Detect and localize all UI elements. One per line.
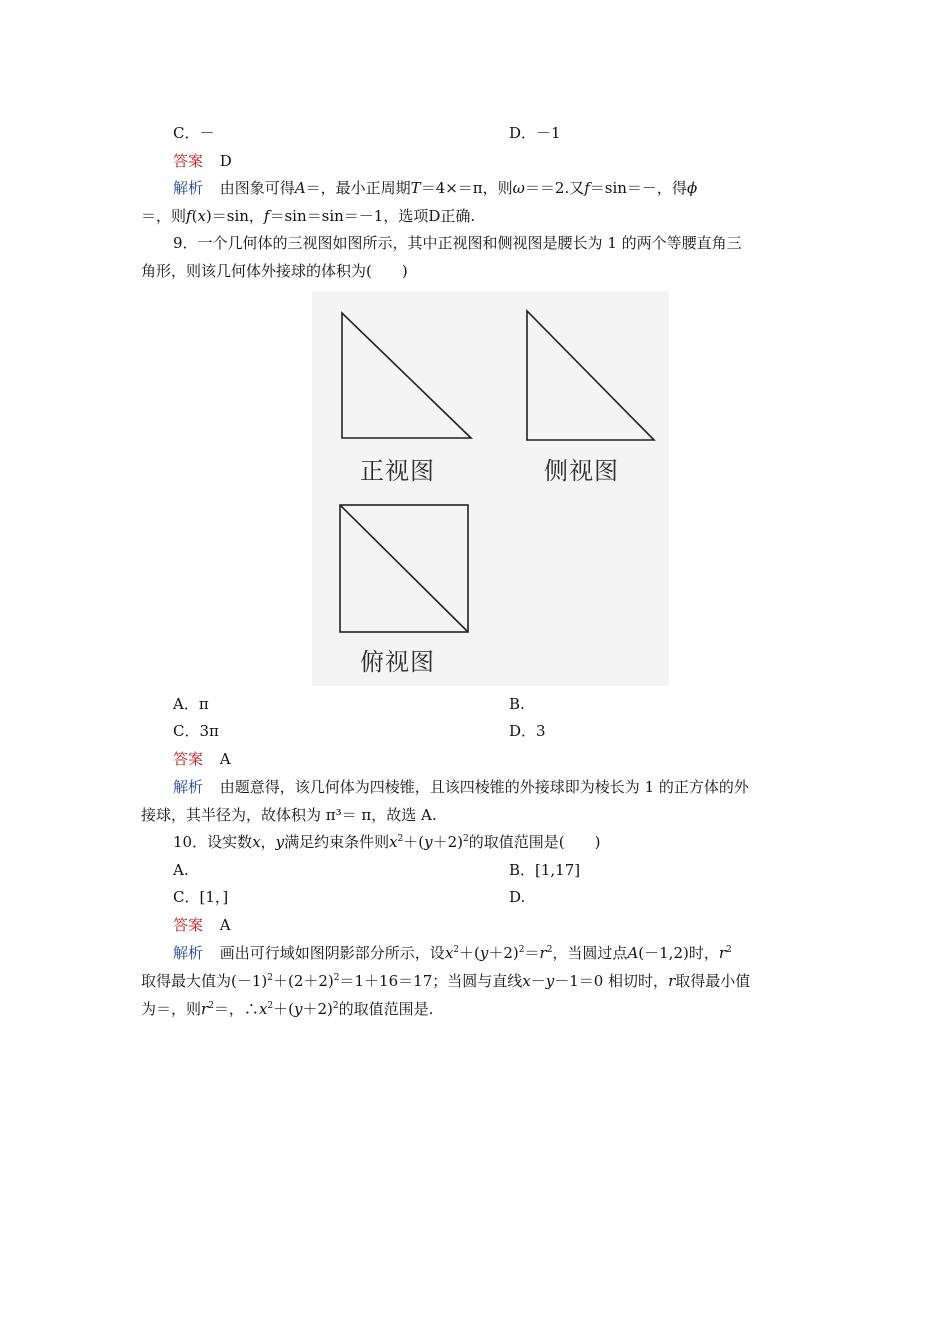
q9-option-a: A．π: [173, 695, 209, 713]
answer-value: A: [219, 916, 231, 934]
q10-option-d: D.: [509, 888, 526, 906]
q9-option-c: C．3π: [173, 722, 219, 740]
answer-value: D: [219, 152, 232, 170]
q8-option-c: C．－: [173, 124, 215, 142]
analysis-label: 解析: [173, 179, 204, 197]
q10-analysis-line-2: 取得最大值为$(-1)^2+(2+2)^2=1+16=17$；当圆与直线x－y－1＝0 相切时，r取得最小值: [141, 972, 751, 990]
q8-answer: [173, 151, 232, 171]
q10-option-c: C．[1，]: [173, 888, 229, 906]
front-view-label: 正视图: [360, 457, 435, 485]
q8-option-d: D．－1: [509, 124, 561, 142]
answer-label: 答案: [173, 916, 204, 934]
q8-analysis-line-1: 解析 由图象可得A＝，最小正周期T＝4×＝π，则ω＝＝2.又f＝sin＝－，得ϕ: [173, 179, 698, 197]
q9-analysis-line-1: 解析 由题意得，该几何体为四棱锥，且该四棱锥的外接球即为棱长为 1 的正方体的外: [173, 778, 749, 796]
q10-analysis-line-1: 解析 画出可行域如图阴影部分所示，设$x^2+(y+2)^2=r^2$，当圆过点A(－1,2)时，$r^2$: [173, 944, 732, 962]
side-view-label: 侧视图: [544, 457, 619, 485]
side-view-triangle: [527, 311, 654, 440]
answer-label: 答案: [173, 750, 204, 768]
three-view-figure: [312, 291, 669, 686]
q10-option-a: A.: [173, 861, 189, 879]
q8-analysis-line-2: ＝，则f(x)＝sin，f＝sin＝sin＝－1，选项D正确.: [141, 207, 476, 225]
analysis-label: 解析: [173, 778, 204, 796]
q9-stem-line-1: 9．一个几何体的三视图如图所示，其中正视图和侧视图是腰长为 1 的两个等腰直角三: [173, 234, 742, 252]
q10-answer: [173, 915, 231, 935]
analysis-label: 解析: [173, 944, 204, 962]
q10-analysis-line-3: 为＝，则$r^2=$，$\therefore x^2+(y+2)^2$的取值范围是.: [141, 1000, 434, 1018]
q9-analysis-line-2: 接球，其半径为，故体积为 π³＝ π，故选 A.: [141, 806, 437, 824]
top-view-diagonal: [340, 505, 468, 632]
q10-stem: 10．设实数x，y满足约束条件则$x^2+(y+2)^2$的取值范围是( ): [173, 833, 601, 851]
answer-label: 答案: [173, 152, 204, 170]
q9-option-b: B.: [509, 695, 525, 713]
three-view-drawing: [312, 291, 669, 686]
top-view-label: 俯视图: [360, 648, 435, 676]
front-view-triangle: [342, 313, 471, 438]
q9-option-d: D．3: [509, 722, 546, 740]
q9-stem-line-2: 角形，则该几何体外接球的体积为( ): [141, 262, 408, 280]
q10-option-b: B．[1,17]: [509, 861, 581, 879]
q9-answer: [173, 749, 231, 769]
answer-value: A: [219, 750, 231, 768]
